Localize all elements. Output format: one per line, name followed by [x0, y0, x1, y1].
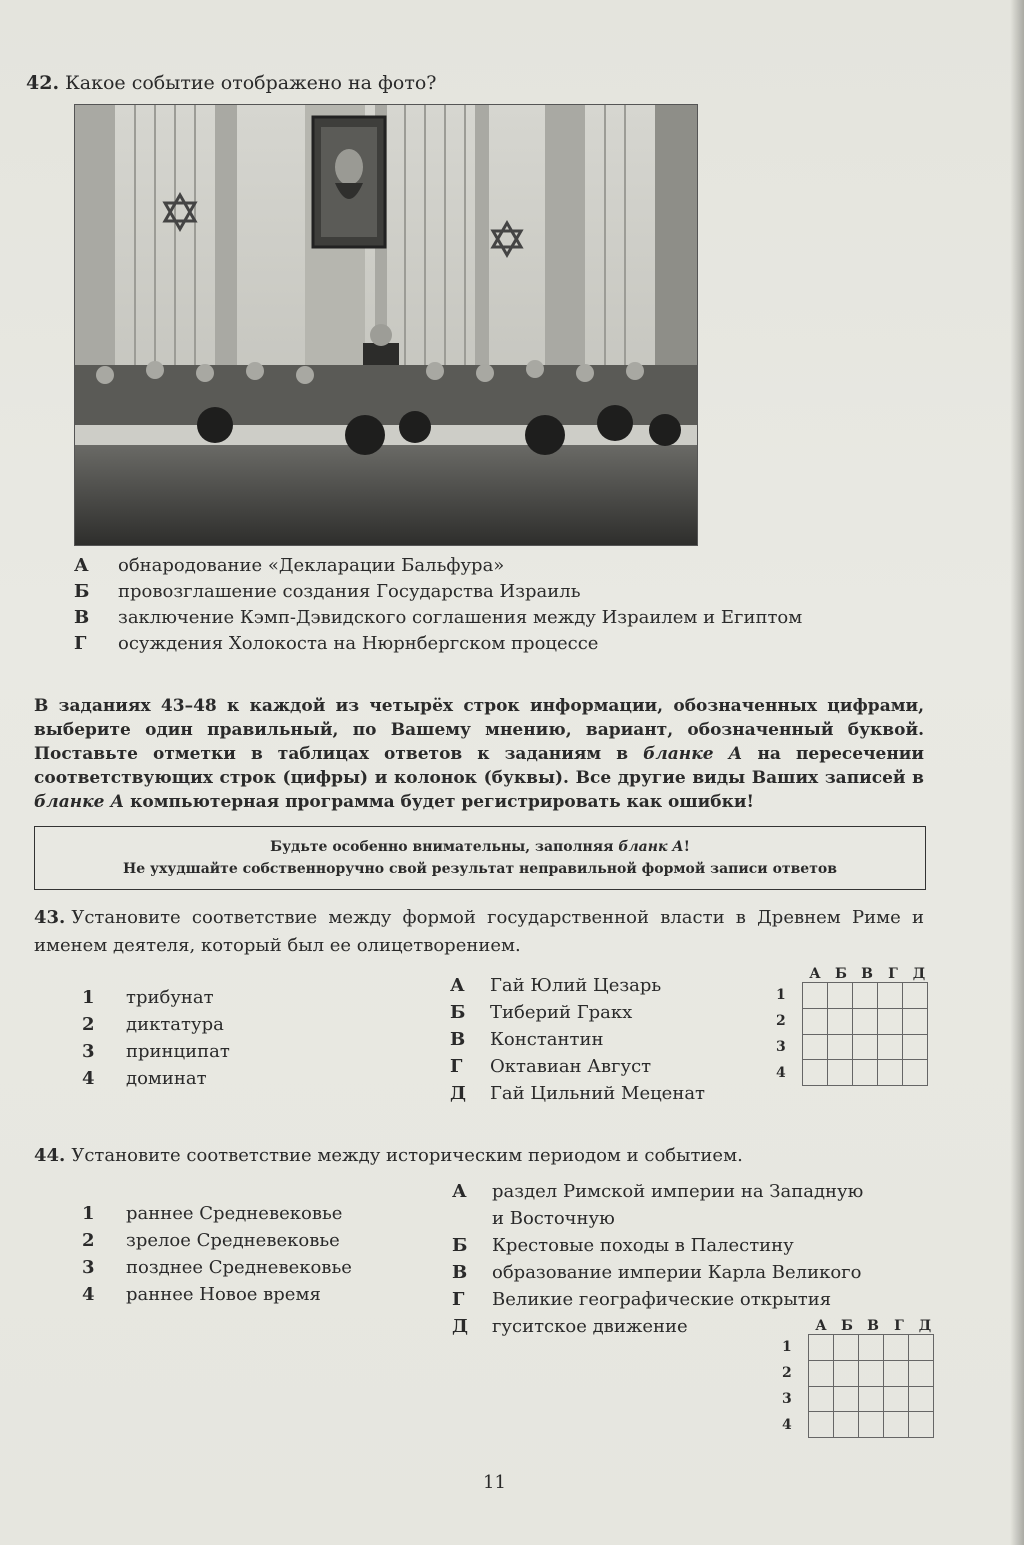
option-text: провозглашение создания Государства Израиль [118, 581, 581, 602]
list-item [452, 1286, 863, 1313]
list-item [450, 972, 705, 999]
item-text: позднее Средневековье [126, 1257, 352, 1278]
item-number: 3 [82, 1041, 95, 1062]
grid-cell[interactable] [834, 1335, 859, 1361]
grid-cell[interactable] [859, 1335, 884, 1361]
list-item [82, 1011, 230, 1038]
item-number: 1 [82, 1203, 95, 1224]
item-text: диктатура [126, 1014, 224, 1035]
list-item [82, 1281, 352, 1308]
option-text: осуждения Холокоста на Нюрнбергском процессе [118, 633, 599, 654]
grid-row-label: 3 [782, 1391, 792, 1407]
question-text: Установите соответствие между историческим периодом и событием. [71, 1145, 743, 1166]
option-letter: В [74, 607, 90, 628]
question-44-right-list [452, 1178, 863, 1340]
grid-cell[interactable] [803, 1008, 828, 1034]
grid-cell[interactable] [909, 1335, 934, 1361]
instructions-text: на пересечении соответствующих строк (цифры) и колонок (буквы). Все другие виды Ваших записей в [34, 744, 924, 788]
item-text: принципат [126, 1041, 230, 1062]
item-number: 3 [82, 1257, 95, 1278]
list-item [450, 1053, 705, 1080]
item-letter: Б [450, 1002, 466, 1023]
grid-row-label: 1 [776, 987, 786, 1003]
list-item [452, 1178, 863, 1205]
page-number: 11 [483, 1472, 506, 1493]
grid-cell[interactable] [834, 1360, 859, 1386]
question-text: Какое событие отображено на фото? [65, 72, 437, 94]
grid-cell[interactable] [828, 983, 853, 1009]
option-letter: А [74, 555, 89, 576]
grid-row-label: 4 [782, 1417, 792, 1433]
grid-cell[interactable] [903, 983, 928, 1009]
grid-cell[interactable] [853, 1060, 878, 1086]
item-letter: В [452, 1262, 468, 1283]
grid-row-label: 4 [776, 1065, 786, 1081]
item-letter: А [452, 1181, 467, 1202]
item-text: Октавиан Август [490, 1056, 652, 1077]
item-text: Гай Юлий Цезарь [490, 975, 662, 996]
answer-option-a[interactable] [74, 553, 802, 579]
answer-option-b[interactable] [74, 579, 802, 605]
answer-grid-table [802, 982, 928, 1086]
item-text: Гай Цильний Меценат [490, 1083, 706, 1104]
list-item [450, 1026, 705, 1053]
question-44-text [34, 1142, 924, 1170]
grid-col-label: Г [888, 966, 898, 982]
instructions-paragraph [34, 694, 924, 814]
grid-cell[interactable] [809, 1412, 834, 1438]
option-text: заключение Кэмп-Дэвидского соглашения между Израилем и Египтом [118, 607, 803, 628]
grid-column-headers [802, 966, 932, 982]
option-letter: Г [74, 633, 87, 654]
grid-col-label: Б [841, 1318, 853, 1334]
list-item [452, 1205, 863, 1232]
grid-cell[interactable] [903, 1060, 928, 1086]
notice-text: Будьте особенно внимательны, заполняя [270, 839, 619, 855]
grid-row-label: 2 [782, 1365, 792, 1381]
item-letter: Г [452, 1289, 465, 1310]
list-item [82, 1200, 352, 1227]
question-number: 44. [34, 1145, 66, 1166]
question-43-right-list [450, 972, 705, 1107]
item-text: образование империи Карла Великого [492, 1262, 862, 1283]
option-text: обнародование «Декларации Бальфура» [118, 555, 505, 576]
grid-cell[interactable] [884, 1360, 909, 1386]
blank-name: бланке А [34, 792, 125, 812]
grid-cell[interactable] [878, 1060, 903, 1086]
list-item [452, 1259, 863, 1286]
grid-cell[interactable] [884, 1412, 909, 1438]
grid-column-headers [808, 1318, 938, 1334]
list-item [82, 1038, 230, 1065]
instructions-text: компьютерная программа будет регистрировать как ошибки! [124, 792, 754, 812]
historical-photo [74, 104, 698, 546]
grid-cell[interactable] [909, 1386, 934, 1412]
list-item [82, 1065, 230, 1092]
grid-cell[interactable] [909, 1412, 934, 1438]
question-43-text [34, 904, 924, 960]
grid-row-labels [776, 982, 802, 1086]
grid-cell[interactable] [809, 1335, 834, 1361]
grid-col-label: А [815, 1318, 827, 1334]
item-text: Крестовые походы в Палестину [492, 1235, 794, 1256]
item-text: Великие географические открытия [492, 1289, 832, 1310]
grid-cell[interactable] [859, 1412, 884, 1438]
list-item [452, 1232, 863, 1259]
grid-cell[interactable] [828, 1060, 853, 1086]
list-item [82, 1227, 352, 1254]
grid-cell[interactable] [903, 1034, 928, 1060]
grid-cell[interactable] [803, 983, 828, 1009]
question-43-answer-grid [776, 966, 932, 1086]
grid-row-labels [782, 1334, 808, 1438]
grid-cell[interactable] [834, 1412, 859, 1438]
grid-cell[interactable] [878, 1034, 903, 1060]
grid-col-label: А [809, 966, 821, 982]
item-text: зрелое Средневековье [126, 1230, 340, 1251]
grid-row-label: 3 [776, 1039, 786, 1055]
blank-name: бланке А [643, 744, 743, 764]
grid-cell[interactable] [853, 1008, 878, 1034]
grid-cell[interactable] [803, 1034, 828, 1060]
notice-text: ! [683, 839, 690, 855]
item-text: Константин [490, 1029, 604, 1050]
item-text: раннее Новое время [126, 1284, 321, 1305]
notice-line-2: Не ухудшайте собственноручно свой результат неправильной формой записи ответов [123, 861, 837, 877]
grid-row-label: 2 [776, 1013, 786, 1029]
item-text: гуситское движение [492, 1316, 688, 1337]
grid-cell[interactable] [809, 1386, 834, 1412]
grid-col-label: Д [912, 966, 926, 982]
item-number: 2 [82, 1014, 95, 1035]
item-letter [452, 1205, 492, 1232]
grid-col-label: Д [918, 1318, 932, 1334]
answer-option-g[interactable] [74, 631, 802, 657]
notice-line-1 [35, 836, 925, 858]
instructions-text: В заданиях 43–48 к каждой из четырёх строк информации, обозначенных цифрами, выберите один правильный, по Вашему мнению, вариант, обозначенный буквой. Поставьте отметки в таблицах ответов к заданиям в [34, 696, 924, 764]
list-item [82, 1254, 352, 1281]
answer-option-v[interactable] [74, 605, 802, 631]
option-letter: Б [74, 581, 90, 602]
notice-box [34, 826, 926, 890]
grid-cell[interactable] [828, 1034, 853, 1060]
item-letter: Б [452, 1235, 468, 1256]
question-number: 43. [34, 907, 66, 928]
grid-cell[interactable] [859, 1360, 884, 1386]
grid-cell[interactable] [853, 1034, 878, 1060]
question-44-answer-grid [782, 1318, 938, 1438]
item-number: 4 [82, 1284, 95, 1305]
grid-col-label: В [867, 1318, 879, 1334]
list-item [82, 984, 230, 1011]
item-number: 2 [82, 1230, 95, 1251]
grid-cell[interactable] [803, 1060, 828, 1086]
item-letter: А [450, 975, 465, 996]
list-item [450, 999, 705, 1026]
grid-cell[interactable] [903, 1008, 928, 1034]
grid-cell[interactable] [859, 1386, 884, 1412]
question-text: Установите соответствие между формой государственной власти в Древнем Риме и именем деятеля, который был ее олицетворением. [34, 907, 924, 956]
grid-cell[interactable] [878, 983, 903, 1009]
item-text: Тиберий Гракх [490, 1002, 633, 1023]
item-letter: Д [452, 1316, 469, 1337]
grid-cell[interactable] [809, 1360, 834, 1386]
grid-cell[interactable] [878, 1008, 903, 1034]
item-letter: Г [450, 1056, 463, 1077]
answer-grid-table [808, 1334, 934, 1438]
grid-col-label: Б [835, 966, 847, 982]
question-42-options [74, 553, 802, 657]
grid-col-label: В [861, 966, 873, 982]
blank-name: бланк А [618, 839, 684, 855]
grid-row-label: 1 [782, 1339, 792, 1355]
page-shadow [1010, 0, 1024, 1545]
item-number: 1 [82, 987, 95, 1008]
grid-cell[interactable] [828, 1008, 853, 1034]
question-42-heading [26, 72, 436, 94]
item-text: и Восточную [492, 1208, 615, 1229]
grid-cell[interactable] [884, 1386, 909, 1412]
item-number: 4 [82, 1068, 95, 1089]
item-text: раздел Римской империи на Западную [492, 1181, 864, 1202]
question-44-left-list [82, 1200, 352, 1308]
item-text: раннее Средневековье [126, 1203, 343, 1224]
list-item [450, 1080, 705, 1107]
question-43-left-list [82, 984, 230, 1092]
question-number: 42. [26, 72, 60, 94]
grid-cell[interactable] [909, 1360, 934, 1386]
item-letter: В [450, 1029, 466, 1050]
item-text: трибунат [126, 987, 214, 1008]
grid-cell[interactable] [853, 983, 878, 1009]
item-letter: Д [450, 1083, 467, 1104]
photo-illustration [75, 105, 697, 545]
grid-cell[interactable] [834, 1386, 859, 1412]
item-text: доминат [126, 1068, 207, 1089]
grid-cell[interactable] [884, 1335, 909, 1361]
grid-col-label: Г [894, 1318, 904, 1334]
